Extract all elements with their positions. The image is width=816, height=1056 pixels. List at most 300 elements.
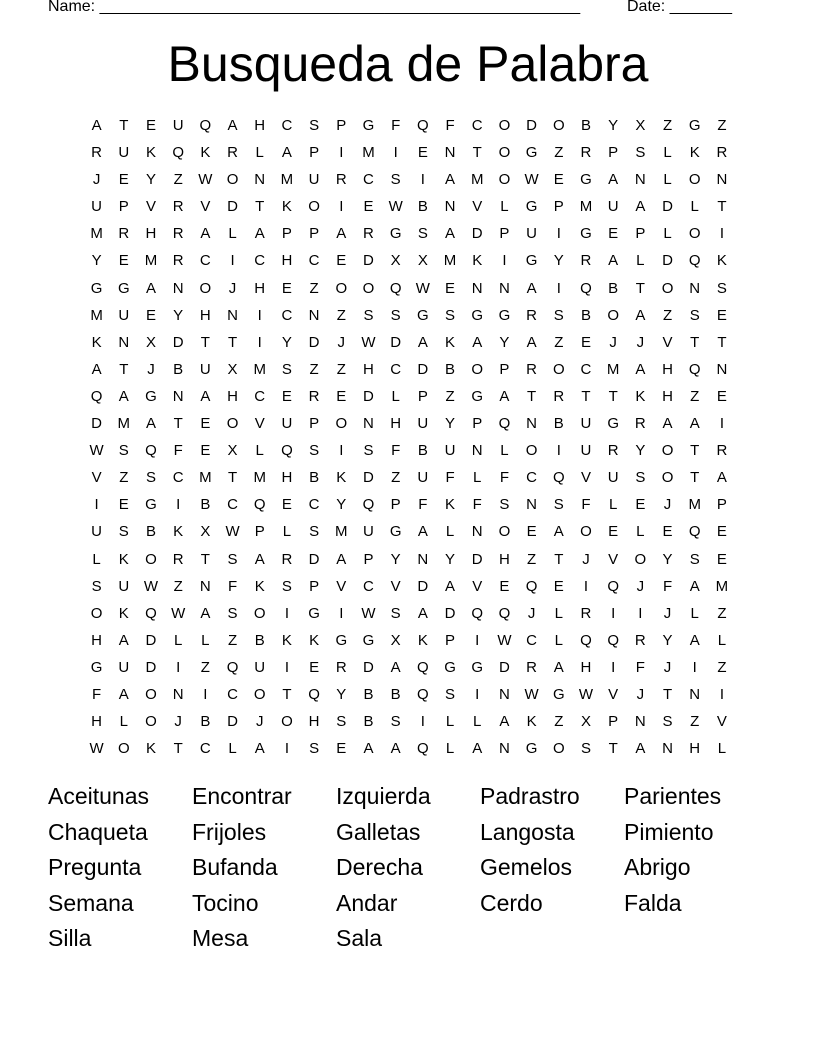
grid-letter[interactable]: K (689, 144, 700, 162)
grid-letter[interactable]: Q (688, 252, 701, 270)
grid-letter[interactable]: S (635, 469, 646, 487)
grid-letter[interactable]: Q (199, 117, 212, 134)
grid-letter[interactable]: I (502, 252, 507, 270)
grid-letter[interactable]: E (309, 658, 320, 676)
grid-letter[interactable]: L (255, 442, 264, 460)
grid-letter[interactable]: A (91, 117, 102, 134)
grid-letter[interactable]: O (634, 550, 647, 568)
grid-letter[interactable]: L (201, 631, 210, 649)
grid-letter[interactable]: A (390, 658, 401, 676)
grid-letter[interactable]: T (554, 550, 564, 568)
grid-letter[interactable]: S (227, 604, 238, 622)
grid-letter[interactable]: Z (119, 469, 129, 487)
grid-letter[interactable]: Q (688, 523, 701, 541)
grid-letter[interactable]: S (281, 577, 292, 595)
grid-letter[interactable]: A (689, 577, 700, 595)
grid-letter[interactable]: D (145, 631, 157, 649)
grid-letter[interactable]: M (362, 144, 375, 162)
grid-letter[interactable]: C (199, 740, 211, 758)
grid-letter[interactable]: I (611, 658, 616, 676)
grid-letter[interactable]: C (281, 306, 293, 324)
grid-letter[interactable]: A (200, 604, 211, 622)
grid-letter[interactable]: P (118, 198, 129, 216)
grid-letter[interactable]: L (690, 604, 699, 622)
grid-letter[interactable]: Q (580, 631, 592, 649)
grid-letter[interactable]: E (553, 577, 564, 595)
grid-letter[interactable]: J (174, 713, 182, 731)
grid-letter[interactable]: S (309, 523, 320, 541)
grid-letter[interactable]: C (526, 631, 538, 649)
grid-letter[interactable]: N (498, 279, 510, 297)
grid-letter[interactable]: B (200, 496, 211, 514)
grid-letter[interactable]: U (118, 658, 130, 676)
grid-letter[interactable]: R (716, 442, 728, 460)
grid-letter[interactable]: F (391, 442, 401, 460)
grid-letter[interactable]: Q (281, 442, 293, 460)
grid-letter[interactable]: F (227, 577, 238, 595)
grid-letter[interactable]: L (445, 523, 455, 541)
grid-letter[interactable]: B (254, 631, 265, 649)
grid-letter[interactable]: A (445, 225, 456, 243)
grid-letter[interactable]: T (717, 198, 727, 216)
grid-letter[interactable]: B (173, 360, 184, 378)
grid-letter[interactable]: Z (717, 658, 727, 676)
grid-letter[interactable]: K (336, 469, 347, 487)
grid-letter[interactable]: O (253, 604, 266, 622)
grid-letter[interactable]: Q (308, 685, 320, 703)
grid-letter[interactable]: N (118, 333, 130, 351)
grid-letter[interactable]: W (361, 333, 376, 351)
grid-letter[interactable]: N (471, 279, 483, 297)
grid-letter[interactable]: S (390, 604, 401, 622)
grid-letter[interactable]: D (662, 252, 673, 270)
grid-letter[interactable]: K (526, 713, 537, 731)
grid-letter[interactable]: K (445, 333, 456, 351)
grid-letter[interactable]: M (606, 360, 620, 378)
grid-letter[interactable]: Y (445, 550, 456, 568)
grid-letter[interactable]: R (118, 225, 130, 243)
grid-letter[interactable]: T (608, 387, 618, 405)
grid-letter[interactable]: R (227, 144, 238, 162)
grid-letter[interactable]: U (199, 360, 211, 378)
grid-letter[interactable]: F (92, 685, 102, 703)
grid-letter[interactable]: Q (498, 415, 511, 433)
grid-letter[interactable]: N (662, 740, 673, 758)
grid-letter[interactable]: X (635, 117, 646, 134)
grid-letter[interactable]: N (254, 171, 266, 189)
grid-letter[interactable]: O (335, 415, 348, 433)
grid-letter[interactable]: Q (226, 658, 239, 676)
grid-letter[interactable]: E (145, 117, 156, 134)
grid-letter[interactable]: W (143, 577, 159, 595)
grid-letter[interactable]: L (690, 198, 699, 216)
grid-letter[interactable]: I (339, 198, 344, 216)
grid-letter[interactable]: Q (389, 279, 402, 297)
grid-letter[interactable]: P (417, 387, 428, 405)
grid-letter[interactable]: B (145, 523, 156, 541)
grid-letter[interactable]: C (308, 252, 320, 270)
grid-letter[interactable]: R (91, 144, 103, 162)
grid-letter[interactable]: N (308, 306, 320, 324)
grid-letter[interactable]: E (553, 171, 564, 189)
grid-letter[interactable]: A (417, 604, 428, 622)
grid-letter[interactable]: Q (417, 117, 429, 134)
grid-letter[interactable]: I (420, 171, 425, 189)
grid-letter[interactable]: Y (445, 415, 456, 433)
grid-letter[interactable]: M (90, 306, 103, 324)
grid-letter[interactable]: I (475, 685, 480, 703)
grid-letter[interactable]: J (636, 333, 645, 351)
grid-letter[interactable]: A (499, 387, 510, 405)
grid-letter[interactable]: X (417, 252, 428, 270)
grid-letter[interactable]: S (499, 496, 510, 514)
grid-letter[interactable]: S (91, 577, 102, 595)
grid-letter[interactable]: Z (391, 469, 401, 487)
grid-letter[interactable]: A (200, 387, 211, 405)
grid-letter[interactable]: L (92, 550, 101, 568)
grid-letter[interactable]: C (281, 117, 293, 134)
grid-letter[interactable]: I (230, 252, 235, 270)
grid-letter[interactable]: R (526, 360, 538, 378)
grid-letter[interactable]: K (173, 523, 184, 541)
grid-letter[interactable]: U (254, 658, 266, 676)
grid-letter[interactable]: L (717, 740, 727, 758)
grid-letter[interactable]: E (608, 523, 619, 541)
grid-letter[interactable]: L (473, 713, 482, 731)
grid-letter[interactable]: H (254, 117, 266, 134)
grid-letter[interactable]: G (471, 387, 484, 405)
grid-letter[interactable]: H (91, 713, 103, 731)
grid-letter[interactable]: A (662, 415, 673, 433)
grid-letter[interactable]: O (145, 685, 157, 703)
grid-letter[interactable]: C (254, 252, 266, 270)
grid-letter[interactable]: Z (554, 333, 564, 351)
grid-letter[interactable]: A (689, 415, 700, 433)
grid-letter[interactable]: O (607, 306, 619, 324)
grid-letter[interactable]: O (471, 360, 484, 378)
grid-letter[interactable]: M (688, 496, 701, 514)
grid-letter[interactable]: M (470, 171, 484, 189)
grid-letter[interactable]: V (608, 550, 619, 568)
grid-letter[interactable]: G (525, 144, 538, 162)
grid-letter[interactable]: D (417, 360, 429, 378)
grid-letter[interactable]: Z (690, 713, 700, 731)
grid-letter[interactable]: U (417, 415, 429, 433)
grid-letter[interactable]: U (363, 523, 374, 541)
grid-letter[interactable]: C (526, 469, 538, 487)
grid-letter[interactable]: Q (580, 279, 592, 297)
grid-letter[interactable]: Z (662, 117, 673, 134)
grid-letter[interactable]: C (390, 360, 402, 378)
grid-letter[interactable]: T (581, 387, 591, 405)
grid-letter[interactable]: D (308, 550, 320, 568)
grid-letter[interactable]: X (145, 333, 156, 351)
grid-letter[interactable]: J (255, 713, 264, 731)
grid-letter[interactable]: K (118, 604, 129, 622)
grid-letter[interactable]: E (716, 306, 727, 324)
grid-letter[interactable]: Q (417, 685, 429, 703)
grid-letter[interactable]: R (172, 252, 184, 270)
grid-letter[interactable]: S (118, 523, 129, 541)
grid-letter[interactable]: T (690, 333, 700, 351)
grid-letter[interactable]: J (636, 577, 645, 595)
grid-letter[interactable]: G (145, 496, 157, 514)
grid-letter[interactable]: Z (554, 144, 564, 162)
grid-letter[interactable]: V (200, 198, 211, 216)
grid-letter[interactable]: Z (717, 604, 727, 622)
grid-letter[interactable]: E (118, 171, 129, 189)
grid-letter[interactable]: K (281, 631, 292, 649)
grid-letter[interactable]: O (498, 523, 511, 541)
grid-letter[interactable]: E (580, 333, 591, 351)
grid-letter[interactable]: O (253, 685, 266, 703)
grid-letter[interactable]: E (716, 523, 727, 541)
date-field[interactable]: Date: _______ (627, 0, 732, 15)
grid-letter[interactable]: A (227, 117, 238, 134)
grid-letter[interactable]: S (227, 550, 238, 568)
grid-letter[interactable]: A (363, 740, 374, 758)
grid-letter[interactable]: M (280, 171, 294, 189)
grid-letter[interactable]: A (553, 658, 564, 676)
grid-letter[interactable]: U (444, 442, 456, 460)
grid-letter[interactable]: G (117, 279, 130, 297)
grid-letter[interactable]: V (336, 577, 347, 595)
grid-letter[interactable]: H (199, 306, 211, 324)
grid-letter[interactable]: B (363, 685, 374, 703)
grid-letter[interactable]: M (253, 469, 266, 487)
grid-letter[interactable]: C (363, 577, 374, 595)
grid-letter[interactable]: G (389, 523, 402, 541)
grid-letter[interactable]: L (554, 604, 563, 622)
grid-letter[interactable]: T (173, 740, 183, 758)
grid-letter[interactable]: P (309, 144, 320, 162)
grid-letter[interactable]: A (445, 171, 456, 189)
grid-letter[interactable]: H (363, 360, 374, 378)
grid-letter[interactable]: S (662, 713, 673, 731)
grid-letter[interactable]: A (118, 387, 129, 405)
grid-letter[interactable]: I (284, 604, 289, 622)
grid-letter[interactable]: R (526, 306, 538, 324)
grid-letter[interactable]: A (281, 144, 292, 162)
grid-letter[interactable]: O (145, 713, 157, 731)
grid-letter[interactable]: L (500, 198, 509, 216)
grid-letter[interactable]: P (608, 144, 619, 162)
grid-letter[interactable]: C (172, 469, 184, 487)
grid-letter[interactable]: I (257, 333, 262, 351)
grid-letter[interactable]: A (635, 306, 646, 324)
grid-letter[interactable]: U (281, 415, 293, 433)
grid-letter[interactable]: A (635, 198, 646, 216)
grid-letter[interactable]: P (363, 550, 374, 568)
grid-letter[interactable]: M (715, 577, 729, 595)
grid-letter[interactable]: T (635, 279, 645, 297)
grid-letter[interactable]: Q (607, 631, 619, 649)
grid-letter[interactable]: E (281, 387, 292, 405)
grid-letter[interactable]: G (362, 631, 375, 649)
grid-letter[interactable]: E (716, 387, 727, 405)
grid-letter[interactable]: I (393, 144, 398, 162)
grid-letter[interactable]: B (417, 442, 428, 460)
grid-letter[interactable]: G (444, 658, 456, 676)
grid-letter[interactable]: Y (390, 550, 401, 568)
grid-letter[interactable]: O (117, 740, 130, 758)
grid-letter[interactable]: E (336, 740, 347, 758)
grid-letter[interactable]: D (444, 604, 456, 622)
grid-letter[interactable]: N (634, 171, 646, 189)
grid-letter[interactable]: T (717, 333, 727, 351)
grid-letter[interactable]: S (145, 469, 156, 487)
grid-letter[interactable]: N (498, 740, 510, 758)
grid-letter[interactable]: H (498, 550, 510, 568)
grid-letter[interactable]: R (580, 604, 592, 622)
grid-letter[interactable]: J (663, 658, 672, 676)
grid-letter[interactable]: H (227, 387, 238, 405)
grid-letter[interactable]: E (145, 306, 156, 324)
grid-letter[interactable]: M (579, 198, 593, 216)
grid-letter[interactable]: T (282, 685, 292, 703)
grid-letter[interactable]: X (227, 442, 238, 460)
grid-letter[interactable]: Y (91, 252, 102, 270)
grid-letter[interactable]: R (580, 252, 592, 270)
grid-letter[interactable]: R (553, 387, 565, 405)
grid-letter[interactable]: J (582, 550, 590, 568)
grid-letter[interactable]: L (255, 144, 264, 162)
grid-letter[interactable]: T (662, 685, 673, 703)
grid-letter[interactable]: S (309, 442, 320, 460)
grid-letter[interactable]: O (661, 279, 674, 297)
grid-letter[interactable]: O (580, 523, 592, 541)
grid-letter[interactable]: L (473, 469, 482, 487)
grid-letter[interactable]: O (90, 604, 103, 622)
grid-letter[interactable]: L (500, 442, 509, 460)
grid-letter[interactable]: G (362, 117, 375, 134)
grid-letter[interactable]: Z (309, 360, 319, 378)
grid-letter[interactable]: I (176, 496, 181, 514)
grid-letter[interactable]: N (363, 415, 374, 433)
grid-letter[interactable]: Z (336, 360, 346, 378)
grid-letter[interactable]: M (199, 469, 212, 487)
grid-letter[interactable]: B (309, 469, 320, 487)
grid-letter[interactable]: N (471, 523, 483, 541)
grid-letter[interactable]: V (608, 685, 619, 703)
grid-letter[interactable]: I (339, 144, 344, 162)
grid-letter[interactable]: E (281, 279, 292, 297)
grid-letter[interactable]: A (417, 333, 428, 351)
grid-letter[interactable]: E (499, 577, 510, 595)
grid-letter[interactable]: U (580, 415, 592, 433)
grid-letter[interactable]: A (608, 252, 619, 270)
grid-letter[interactable]: N (526, 496, 538, 514)
grid-letter[interactable]: Z (173, 171, 183, 189)
grid-letter[interactable]: O (145, 550, 157, 568)
grid-letter[interactable]: N (471, 442, 483, 460)
grid-letter[interactable]: A (472, 333, 483, 351)
grid-letter[interactable]: T (527, 387, 537, 405)
grid-letter[interactable]: L (119, 713, 128, 731)
grid-letter[interactable]: O (498, 171, 511, 189)
grid-letter[interactable]: U (118, 306, 130, 324)
grid-letter[interactable]: C (227, 496, 238, 514)
grid-letter[interactable]: I (176, 658, 181, 676)
grid-letter[interactable]: U (118, 577, 130, 595)
grid-letter[interactable]: K (145, 144, 156, 162)
grid-letter[interactable]: A (526, 333, 537, 351)
grid-letter[interactable]: V (91, 469, 102, 487)
grid-letter[interactable]: Q (552, 469, 565, 487)
grid-letter[interactable]: J (337, 333, 346, 351)
grid-letter[interactable]: X (390, 631, 401, 649)
grid-letter[interactable]: Y (635, 442, 646, 460)
grid-letter[interactable]: I (203, 685, 208, 703)
grid-letter[interactable]: A (716, 469, 727, 487)
grid-letter[interactable]: S (445, 685, 456, 703)
grid-letter[interactable]: B (553, 415, 564, 433)
grid-letter[interactable]: K (254, 577, 265, 595)
grid-letter[interactable]: R (281, 550, 293, 568)
grid-letter[interactable]: U (91, 198, 103, 216)
grid-letter[interactable]: A (526, 279, 537, 297)
grid-letter[interactable]: X (200, 523, 211, 541)
grid-letter[interactable]: K (417, 631, 428, 649)
grid-letter[interactable]: P (716, 496, 727, 514)
grid-letter[interactable]: D (363, 387, 374, 405)
grid-letter[interactable]: S (417, 225, 428, 243)
grid-letter[interactable]: V (662, 333, 673, 351)
grid-letter[interactable]: A (472, 740, 483, 758)
grid-letter[interactable]: T (119, 117, 129, 134)
grid-letter[interactable]: S (336, 713, 347, 731)
grid-letter[interactable]: D (308, 333, 320, 351)
grid-letter[interactable]: E (417, 144, 428, 162)
grid-letter[interactable]: W (225, 523, 240, 541)
grid-letter[interactable]: A (635, 360, 646, 378)
grid-letter[interactable]: Q (498, 604, 511, 622)
grid-letter[interactable]: I (638, 604, 643, 622)
grid-letter[interactable]: A (254, 225, 265, 243)
grid-letter[interactable]: B (200, 713, 211, 731)
grid-letter[interactable]: M (335, 523, 348, 541)
grid-letter[interactable]: X (390, 252, 401, 270)
grid-letter[interactable]: G (471, 658, 484, 676)
grid-letter[interactable]: C (308, 496, 320, 514)
grid-letter[interactable]: M (90, 225, 103, 243)
grid-letter[interactable]: F (635, 658, 645, 676)
grid-letter[interactable]: O (226, 171, 239, 189)
grid-letter[interactable]: D (91, 415, 103, 433)
grid-letter[interactable]: A (336, 550, 347, 568)
grid-letter[interactable]: K (472, 252, 483, 270)
grid-letter[interactable]: N (227, 306, 238, 324)
grid-letter[interactable]: O (199, 279, 212, 297)
grid-letter[interactable]: T (608, 740, 618, 758)
grid-letter[interactable]: O (281, 713, 293, 731)
grid-letter[interactable]: B (417, 198, 428, 216)
grid-letter[interactable]: Q (607, 577, 619, 595)
grid-letter[interactable]: F (662, 577, 673, 595)
grid-letter[interactable]: M (253, 360, 266, 378)
grid-letter[interactable]: Y (662, 631, 673, 649)
grid-letter[interactable]: W (89, 740, 104, 758)
grid-letter[interactable]: Z (309, 279, 319, 297)
grid-letter[interactable]: S (390, 171, 401, 189)
grid-letter[interactable]: A (390, 740, 401, 758)
grid-letter[interactable]: V (716, 713, 727, 731)
grid-letter[interactable]: T (200, 333, 210, 351)
grid-letter[interactable]: R (716, 144, 728, 162)
grid-letter[interactable]: P (635, 225, 646, 243)
grid-letter[interactable]: O (688, 225, 701, 243)
grid-letter[interactable]: Z (445, 387, 455, 405)
